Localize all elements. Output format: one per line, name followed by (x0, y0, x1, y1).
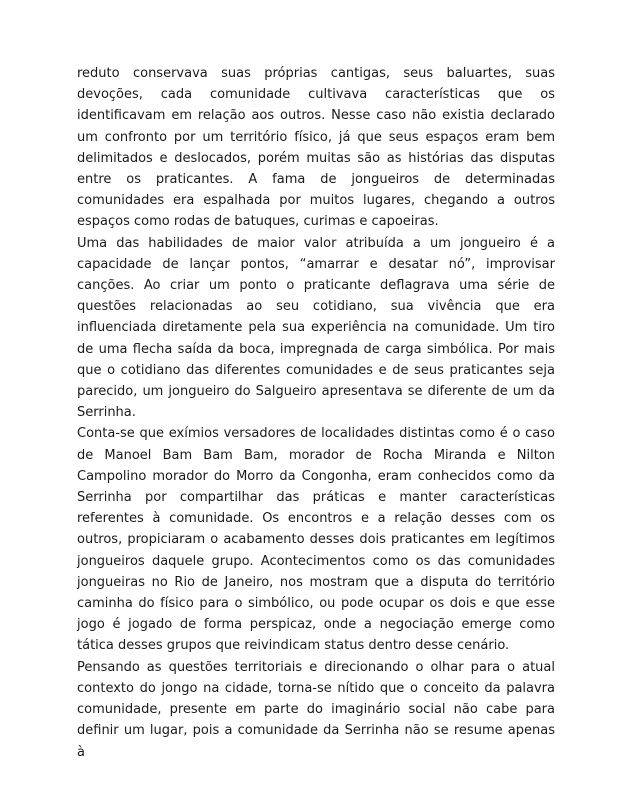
paragraph-3: Conta-se que exímios versadores de localidades distintas como é o caso de Manoel Bam Bam Bam, morador de Rocha Miranda e Nilton Campolino morador do Morro da Congonha, eram conhecidos como da Serrinha por compartilhar das práticas e manter características referentes à comunidade. Os encontros e a relação desses com os outros, propiciaram o acabamento desses dois praticantes em legítimos jongueiros daquele grupo. Acontecimentos como os das comunidades jongueiras no Rio de Janeiro, nos mostram que a disputa do território caminha do físico para o simbólico, ou pode ocupar os dois e que esse jogo é jogado de forma perspicaz, onde a negociação emerge como tática desses grupos que reivindicam status dentro desse cenário. (77, 426, 555, 654)
paragraph-2: Uma das habilidades de maior valor atribuída a um jongueiro é a capacidade de lançar pontos, “amarrar e desatar nó”, improvisar canções. Ao criar um ponto o praticante deflagrava uma série de questões relacionadas ao seu cotidiano, sua vivência que era influenciada diretamente pela sua experiência na comunidade. Um tiro de uma flecha saída da boca, impregnada de carga simbólica. Por mais que o cotidiano das diferentes comunidades e de seus praticantes seja parecido, um jongueiro do Salgueiro apresentava se diferente de um da Serrinha. (77, 235, 555, 421)
paragraph-1: reduto conservava suas próprias cantigas, seus baluartes, suas devoções, cada comunidade cultivava características que os identificavam em relação aos outros. Nesse caso não existia declarado um confronto por um território físico, já que seus espaços eram bem delimitados e deslocados, porém muitas são as histórias das disputas entre os praticantes. A fama de jongueiros de determinadas comunidades era espalhada por muitos lugares, chegando a outros espaços como rodas de batuques, curimas e capoeiras. (77, 66, 555, 230)
document-page (77, 63, 555, 763)
paragraph-4: Pensando as questões territoriais e direcionando o olhar para o atual contexto do jongo na cidade, torna-se nítido que o conceito da palavra comunidade, presente em parte do imaginário social não cabe para definir um lugar, pois a comunidade da Serrinha não se resume apenas à (77, 659, 555, 760)
